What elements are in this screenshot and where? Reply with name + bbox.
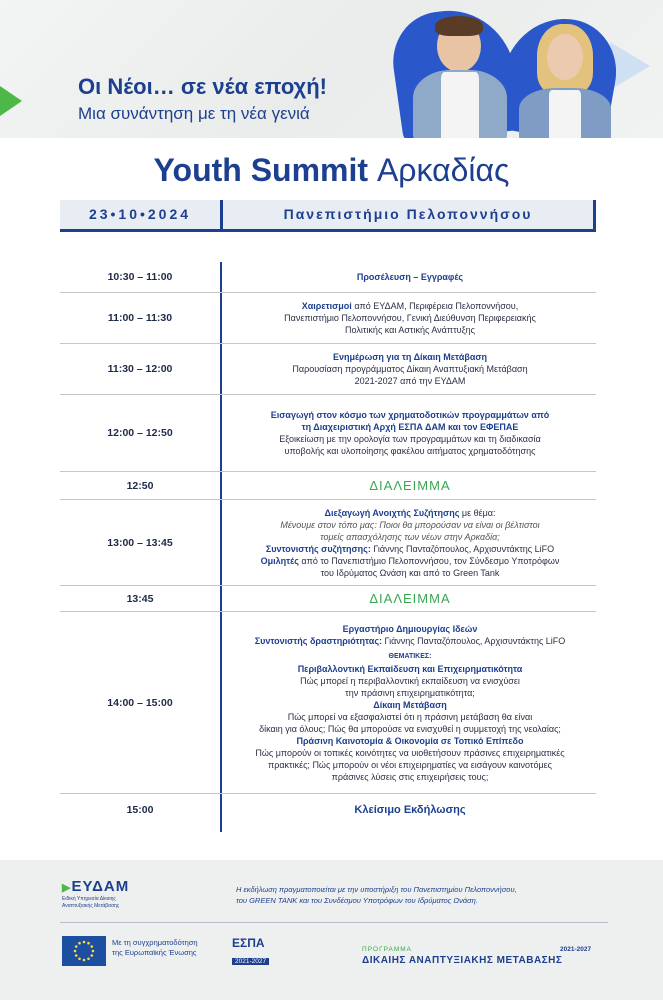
program-label: ΠΡΟΓΡΑΜΜΑ [362, 946, 413, 953]
eu-cofunding-text: Με τη συγχρηματοδότηση της Ευρωπαϊκής Ένωσης [112, 938, 198, 957]
eydam-logo: ▶ΕΥΔΑΜ Ειδική Υπηρεσία Δίκαιης Αναπτυξιακής Μετάβασης [62, 878, 130, 909]
schedule-time: 10:30 – 11:00 [107, 271, 173, 283]
schedule-time: 11:00 – 11:30 [107, 312, 173, 324]
footer [0, 860, 663, 1000]
schedule-row: 11:00 – 11:30 Χαιρετισμοί από ΕΥΔΑΜ, Περιφέρεια Πελοποννήσου, Πανεπιστήμιο Πελοποννήσου, Γενική Διεύθυνση Περιφερειακής Πολιτικής και Αστικής Ανάπτυξης [60, 293, 596, 344]
event-title-bold: Youth Summit [153, 152, 369, 188]
espa-logo: ΕΣΠΑ 2021-2027 [232, 936, 292, 970]
program-years: 2021-2027 [560, 946, 592, 953]
hero-subtitle: Μια συνάντηση με τη νέα γενιά [78, 104, 310, 123]
schedule-table [60, 262, 596, 832]
schedule-title: Εισαγωγή στον κόσμο των χρηματοδοτικών προγραμμάτων από [270, 410, 550, 420]
event-title [0, 152, 663, 189]
eu-flag-icon [62, 936, 106, 966]
schedule-time: 11:30 – 12:00 [107, 363, 173, 375]
break-label: ΔΙΑΛΕΙΜΜΑ [369, 590, 451, 606]
date-venue-bar [60, 200, 596, 232]
event-venue: Πανεπιστήμιο Πελοποννήσου [283, 206, 533, 222]
schedule-time: 14:00 – 15:00 [107, 696, 173, 709]
green-triangle-decoration [0, 86, 22, 116]
eydam-triangle-icon: ▶ [62, 882, 72, 894]
schedule-title: Κλείσιμο Εκδήλωσης [354, 804, 466, 816]
young-man-photo [405, 14, 515, 138]
event-date: 23•10•2024 [88, 206, 192, 222]
hero-banner [0, 0, 663, 138]
schedule-time: 13:00 – 13:45 [107, 536, 173, 549]
hero-photo [385, 0, 663, 138]
young-woman-photo [513, 22, 617, 138]
hero-title: Οι Νέοι… σε νέα εποχή! [78, 74, 327, 99]
schedule-title: Διεξαγωγή Ανοιχτής Συζήτησης [324, 507, 460, 518]
schedule-row [60, 586, 596, 612]
schedule-row: 11:30 – 12:00 Ενημέρωση για τη Δίκαιη Μετάβαση Παρουσίαση προγράμματος Δίκαιη Αναπτυξιακή Μετάβαση 2021-2027 από την ΕΥΔΑΜ [60, 344, 596, 395]
schedule-row [60, 794, 596, 826]
program-name: ΔΙΚΑΙΗΣ ΑΝΑΠΤΥΞΙΑΚΗΣ ΜΕΤΑΒΑΣΗΣ [362, 955, 563, 966]
event-title-light: Αρκαδίας [376, 152, 510, 188]
schedule-time: 13:45 [126, 592, 154, 605]
schedule-time: 12:00 – 12:50 [107, 427, 173, 439]
schedule-row: 13:00 – 13:45 Διεξαγωγή Ανοιχτής Συζήτησης με θέμα: Μένουμε στον τόπο μας: Ποιοι θα μπορούσαν να είναι οι βέλτιστοι τομείς απασχόλησης των νέων στην Αρκαδία; Συντονιστής συζήτησης: Γιάννης Πανταζόπουλος, Αρχισυντάκτης LiFO Ομιλητές από το Πανεπιστήμιο Πελοποννήσου, τον Σύνδεσμο Υποτρόφων του Ιδρύματος Ωνάση και από το Green Tank [60, 500, 596, 586]
schedule-row: 14:00 – 15:00 Εργαστήριο Δημιουργίας Ιδεών Συντονιστής δραστηριότητας: Γιάννης Πανταζόπουλος, Αρχισυντάκτης LiFO ΘΕΜΑΤΙΚΕΣ: Περιβαλλοντική Εκπαίδευση και Επιχειρηματικότητα Πώς μπορεί η περιβαλλοντική εκπαίδευση να ενισχύσει την πράσινη επιχειρηματικότητα; Δίκαιη Μετάβαση Πώς μπορεί να εξασφαλιστεί ότι η πράσινη μετάβαση θα είναι δίκαιη για όλους; Πώς θα μπορούσε να ενισχυθεί η συμμετοχή της νεολαίας; Πράσινη Καινοτομία & Οικονομία σε Τοπικό Επίπεδο Πώς μπορούν οι τοπικές κοινότητες να υιοθετήσουν πράσινες επιχειρηματικές πρακτικές; Πώς μπορούν οι νέοι επιχειρηματίες να εισάγουν καινοτόμες πράσινες λύσεις στις επιχειρήσεις τους; [60, 612, 596, 794]
support-note: Η εκδήλωση πραγματοποιείται με την υποστήριξη του Πανεπιστημίου Πελοποννήσου, του GREEN TANK και του Συνδέσμου Υποτρόφων του Ιδρύματος Ωνάση. [236, 885, 517, 905]
schedule-row [60, 472, 596, 500]
schedule-title: Προσέλευση – Εγγραφές [356, 272, 464, 282]
schedule-title: Ενημέρωση για τη Δίκαιη Μετάβαση [332, 352, 488, 362]
schedule-title: Εργαστήριο Δημιουργίας Ιδεών [342, 623, 478, 634]
schedule-title: Χαιρετισμοί [301, 301, 352, 311]
schedule-time: 12:50 [126, 479, 154, 492]
schedule-time: 15:00 [126, 804, 154, 816]
break-label: ΔΙΑΛΕΙΜΜΑ [369, 477, 451, 493]
schedule-row: 12:00 – 12:50 Εισαγωγή στον κόσμο των χρηματοδοτικών προγραμμάτων από τη Διαχειριστική Αρχή ΕΣΠΑ ΔΑΜ και τον ΕΦΕΠΑΕ Εξοικείωση με την ορολογία των προγραμμάτων και τη διαδικασία υποβολής και υλοποίησης φακέλου αιτήματος χρηματοδότησης [60, 395, 596, 472]
schedule-row [60, 262, 596, 293]
